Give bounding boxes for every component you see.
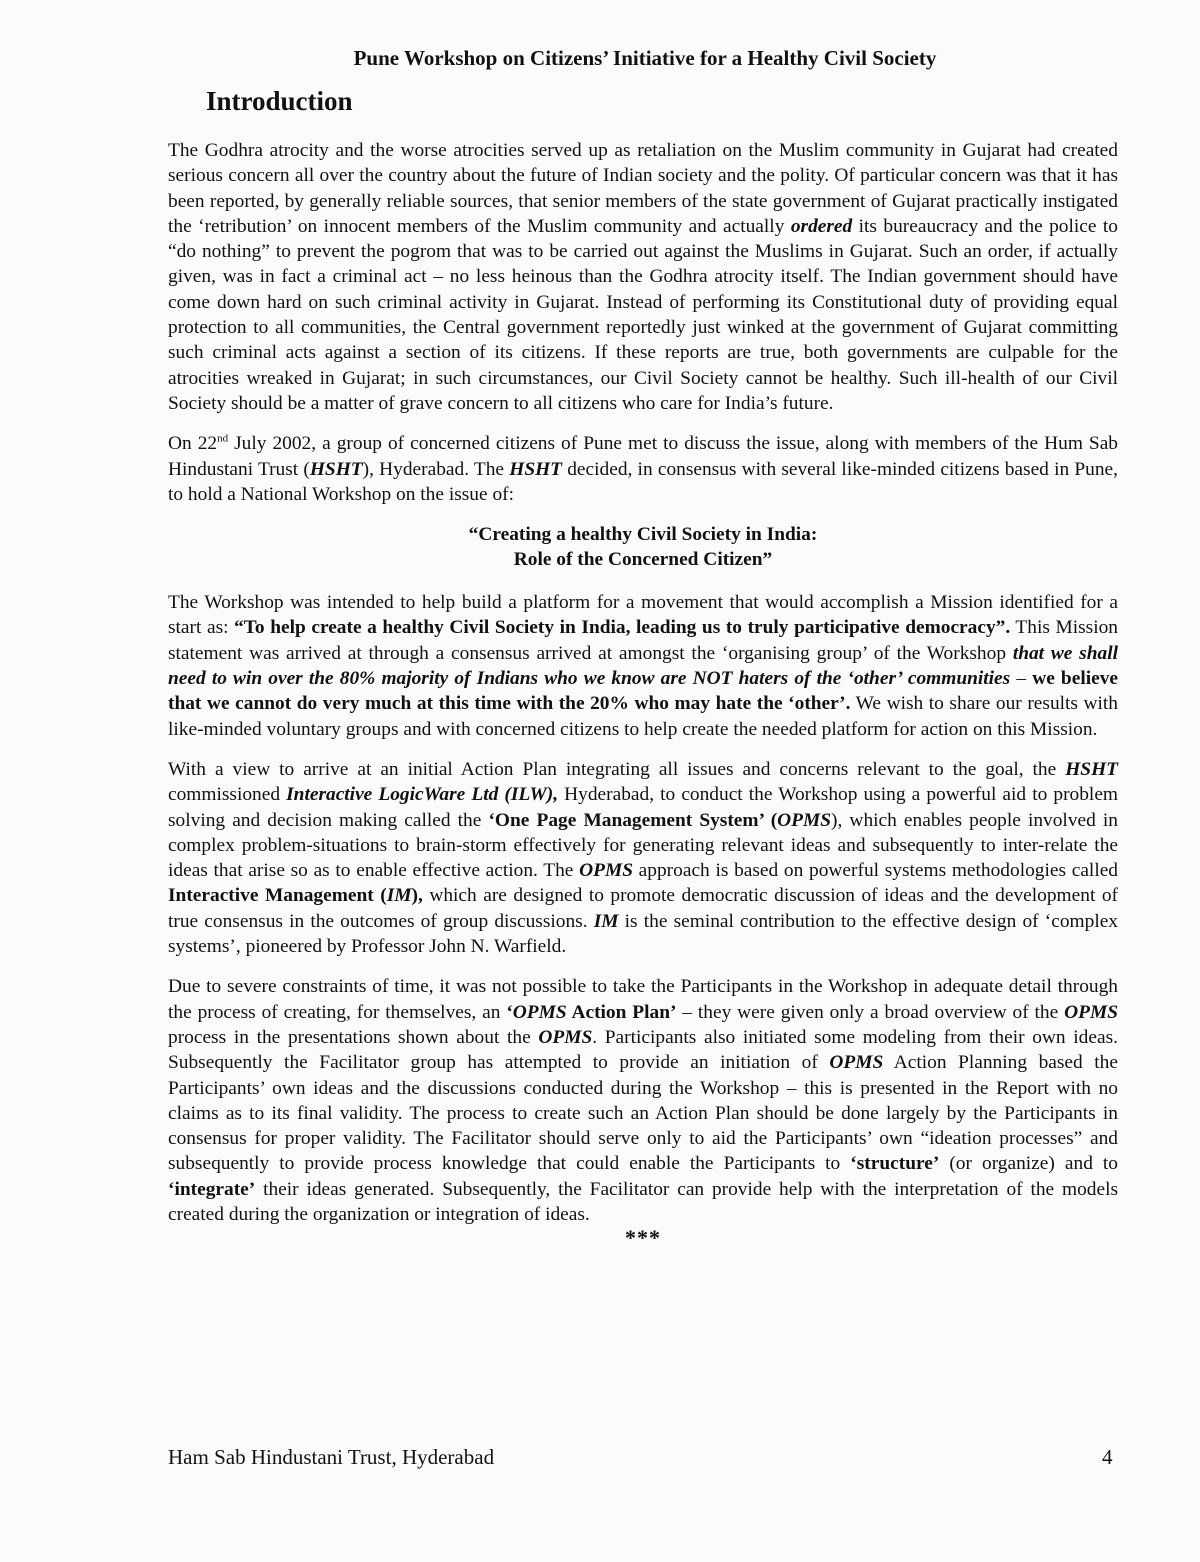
emphasis-majority: that we shall need to win over the 80% majority of Indians who we know are NOT haters of the ‘other’ communities [168,642,1118,690]
text-run: We wish to share our results with like-minded voluntary groups and with concerned citizens to help create the needed platform for action on this Mission. [168,693,1119,740]
text-run: The Godhra atrocity and the worse atrocities served up as retaliation on the Muslim community in Gujarat had created serious concern all over the country about the future of Indian society and the polity. Of particular concern was that it has been reported, by generally reliable sources, that senior members of the state government of Gujarat practically instigated the ‘retribution’ on innocent members of the Muslim community and actually [168,140,1118,237]
text-run: The Workshop was intended to help build a platform for a movement that would accomplish a Mission identified for a start as: [168,592,1118,639]
emphasis-ordered: ordered [790,215,853,237]
text-run: decided, in consensus with several like-minded citizens based in Pune, to hold a National Workshop on the issue of: [168,458,1118,505]
opms-name: ‘One Page Management System’ [488,809,764,831]
acronym-hsht: HSHT [1065,758,1118,780]
text-run: On 22 [168,433,218,455]
text-run: . Participants also initiated some modeling from their own ideas. Subsequently the Facilitator group has attempted to provide an initiation of [168,1026,1118,1074]
text-run: ), which enables people involved in complex problem-situations to brain-storm effectively for generating relevant ideas and subsequently to inter-relate the ideas that arise so as to enable effective action. The [168,809,1118,882]
scan-artifact [30,22,120,36]
acronym-hsht: HSHT [509,458,563,480]
opms-action-plan: Action Plan’ [566,1001,677,1023]
emphasis-minority: we believe that we cannot do very much at this time with the 20% who may hate the ‘other’. [168,668,1119,715]
text-run: Action Planning based the Participants’ own ideas and the discussions conducted during the Workshop – this is presented in the Report with no claims as to its final validity. The process to create such an Action Plan should be done largely by the Participants in consensus for proper validity. The Facilitator should serve only to aid the Participants’ own “ideation processes” and subsequently to provide process knowledge that could enable the Participants to [168,1052,1118,1175]
text-run: ), Hyderabad. The [362,458,510,480]
quote-line-1: “Creating a healthy Civil Society in India: [468,524,818,546]
text-run: ( [763,809,778,831]
acronym-im: IM [593,910,619,932]
acronym-opms: OPMS [512,1001,567,1023]
text-run: With a view to arrive at an initial Action Plan integrating all issues and concerns relevant to the goal, the [168,758,1066,780]
text-run: July 2002, a group of concerned citizens of Pune met to discuss the issue, along with members of the Hum Sab Hindustani Trust ( [168,433,1118,480]
paragraph-godhra [168,138,1118,416]
text-run: (or organize) and to [939,1153,1119,1175]
text-run: – they were given only a broad overview of the [676,1001,1065,1023]
document-body [168,138,1118,1251]
acronym-opms: OPMS [777,809,832,831]
text-run: approach is based on powerful systems methodologies called [632,860,1119,882]
mission-statement: “To help create a healthy Civil Society in India, leading us to truly participative democracy”. [234,617,1011,639]
section-end-mark: *** [625,1225,661,1251]
paragraph-mission [168,590,1118,742]
text-run: process in the presentations shown about the [168,1026,539,1048]
section-heading: Introduction [206,86,353,116]
company-ilw: Interactive LogicWare Ltd (ILW), [286,784,559,806]
acronym-opms: OPMS [538,1026,593,1048]
text-run: is the seminal contribution to the effective design of ‘complex systems’, pioneered by Professor John N. Warfield. [168,910,1119,958]
acronym-opms: OPMS [579,860,633,882]
text-run: This Mission statement was arrived at through a consensus arrived at amongst the ‘organising group’ of the Workshop [168,617,1118,664]
text-run: which are designed to promote democratic discussion of ideas and the development of true consensus in the outcomes of group discussions. [168,885,1118,932]
paragraph-opms [168,757,1118,959]
footer-organization: Ham Sab Hindustani Trust, Hyderabad [168,1445,495,1469]
acronym-hsht: HSHT [309,458,363,480]
im-name: Interactive Management ( [168,885,387,907]
date-ordinal: nd [217,432,229,445]
text-run: ‘ [506,1001,513,1023]
paragraph-meeting [168,431,1118,507]
document-title: Pune Workshop on Citizens’ Initiative for a Healthy Civil Society [353,46,937,70]
text-run: Hyderabad, to conduct the Workshop using a powerful aid to problem solving and decision making called the [168,784,1119,831]
text-run: – [1010,668,1033,690]
acronym-opms: OPMS [1064,1001,1118,1023]
text-run: ), [411,885,423,907]
quote-line-2: Role of the Concerned Citizen” [513,549,773,571]
text-run: commissioned [168,784,287,806]
paragraph-constraints [168,974,1118,1227]
acronym-im: IM [386,885,412,907]
text-run: Due to severe constraints of time, it was not possible to take the Participants in the Workshop in adequate detail through the process of creating, for themselves, an [168,976,1118,1023]
workshop-theme-quote [168,522,1118,572]
text-run: their ideas generated. Subsequently, the Facilitator can provide help with the interpretation of the models created during the organization or integration of ideas. [168,1178,1118,1225]
acronym-opms: OPMS [829,1052,884,1074]
emphasis-integrate: ‘integrate’ [168,1178,256,1200]
emphasis-structure: ‘structure’ [850,1153,940,1175]
text-run: its bureaucracy and the police to “do nothing” to prevent the pogrom that was to be carried out against the Muslims in Gujarat. Such an order, if actually given, was in fact a criminal act – no less heinous than the Godhra atrocity itself. The Indian government should have come down hard on such criminal activity in Gujarat. Instead of performing its Constitutional duty of providing equal protection to all communities, the Central government reportedly just winked at the government of Gujarat committing such criminal acts against a section of its citizens. If these reports are true, both governments are culpable for the atrocities wreaked in Gujarat; in such circumstances, our Civil Society cannot be healthy. Such ill-health of our Civil Society should be a matter of grave concern to all citizens who care for India’s future. [168,215,1118,414]
page-number: 4 [1102,1445,1113,1469]
